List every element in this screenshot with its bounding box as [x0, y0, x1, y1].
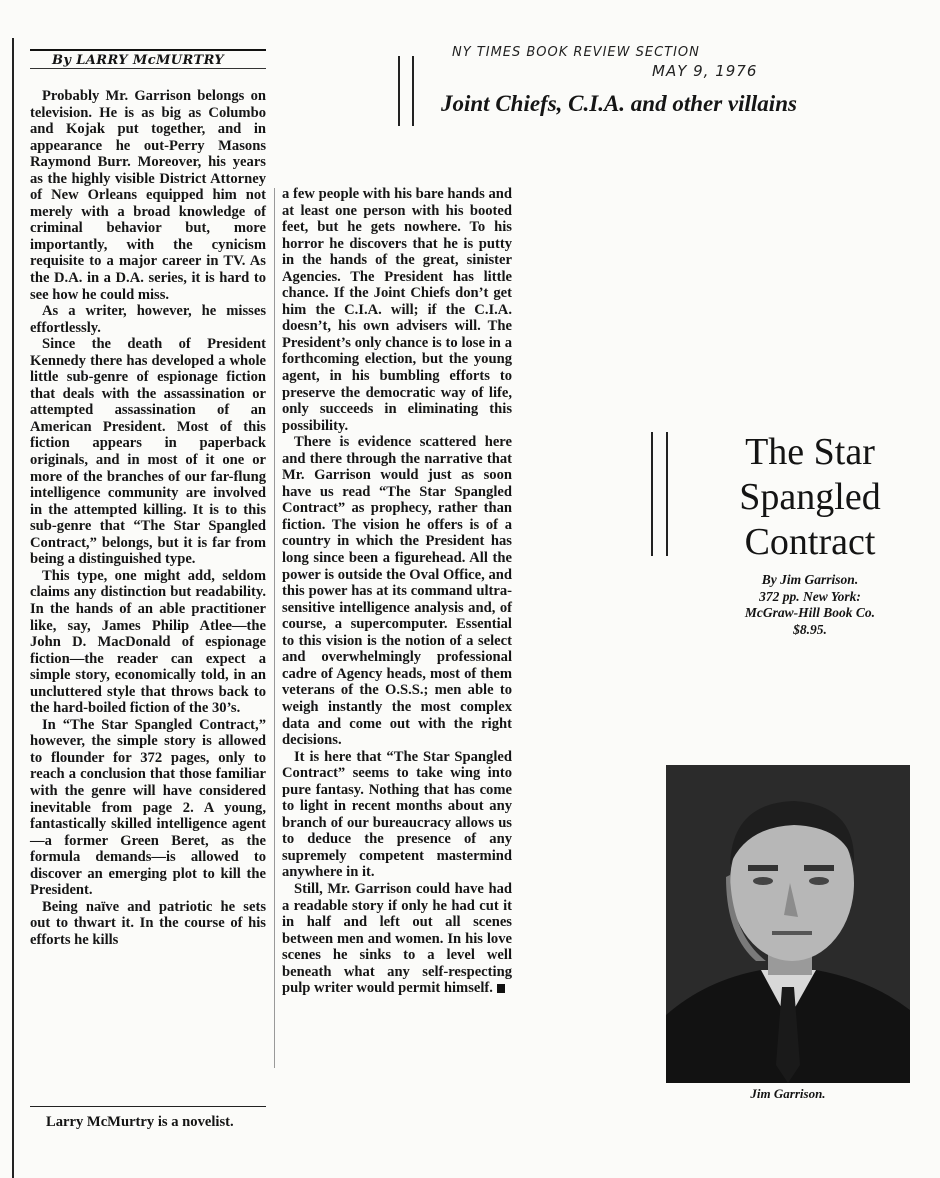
paragraph [282, 881, 512, 997]
article-column-2 [282, 186, 512, 997]
paragraph: As a writer, however, he misses effortlessly. [30, 303, 266, 336]
book-title-line: The Star [745, 431, 875, 473]
column-divider [274, 188, 275, 1068]
portrait-image [666, 765, 910, 1083]
handwritten-source: NY TIMES BOOK REVIEW SECTION [452, 45, 700, 60]
title-bar-left [651, 432, 653, 556]
left-margin-rule [12, 38, 14, 1178]
book-title [700, 430, 920, 565]
paragraph: This type, one might add, seldom claims any distinction but readability. In the hands of an able practitioner like, say, James Philip Atlee—the John D. MacDonald of espionage fiction—the reader can expect a simple story, economically told, in an uncluttered style that throws back to the hard-boiled fiction of the 30’s. [30, 567, 266, 717]
book-title-line: Contract [744, 521, 876, 563]
headline: Joint Chiefs, C.I.A. and other villains [441, 91, 797, 116]
author-photo [666, 765, 910, 1083]
paragraph: There is evidence scattered here and there through the narrative that Mr. Garrison would just as soon have us read “The Star Spangled Contract” as prophecy, rather than fiction. The vision he offers is of a country in which the President has long since been a figurehead. All the power is outside the Oval Office, and this power has at its command ultra-sensitive intelligence analysis and, of course, a supercomputer. Essential to this vision is the notion of a select and overwhelmingly professional cadre of Agency heads, most of them veterans of the O.S.S.; men able to weigh instantly the most complex data and come out with the right decisions. [282, 434, 512, 749]
paragraph: Being naïve and patriotic he sets out to thwart it. In the course of his efforts he kills [30, 898, 266, 948]
book-info [700, 572, 920, 638]
paragraph: It is here that “The Star Spangled Contract” seems to take wing into pure fantasy. Nothing that has come to light in recent months about any branch of our bureaucracy allows us to deduce the presence of any supremely competent mastermind anywhere in it. [282, 748, 512, 881]
headline-bar-right [412, 56, 414, 126]
handwritten-date: MAY 9, 1976 [652, 62, 758, 80]
photo-caption: Jim Garrison. [750, 1086, 826, 1101]
end-mark-icon [497, 984, 505, 993]
footer-rule [30, 1106, 266, 1107]
paragraph: Probably Mr. Garrison belongs on television. He is as big as Columbo and Kojak put together, and in appearance he out-Perry Masons Raymond Burr. Moreover, his years as the highly visible District Attorney of New Orleans equipped him not merely with a broad knowledge of criminal behavior but, more importantly, with the cynicism requisite to a major career in TV. As the D.A. in a D.A. series, it is hard to see how he could miss. [30, 88, 266, 303]
headline-bar-left [398, 56, 400, 126]
book-title-line: Spangled [739, 476, 881, 518]
book-pages-place: 372 pp. New York: [759, 588, 861, 604]
handwritten-note [452, 44, 812, 80]
article-column-1 [30, 88, 266, 948]
book-publisher: McGraw-Hill Book Co. [744, 605, 876, 620]
paragraph: In “The Star Spangled Contract,” however, the simple story is allowed to flounder for 372 pages, only to reach a conclusion that those familiar with the genre will have considered inevitable from page 2. A young, fantastically skilled intelligence agent—a former Green Beret, as the formula demands—is allowed to discover an emerging plot to kill the President. [30, 716, 266, 899]
book-price: $8.95. [793, 621, 827, 637]
book-author: By Jim Garrison. [761, 572, 859, 587]
author-note: Larry McMurtry is a novelist. [46, 1114, 234, 1130]
byline: By LARRY McMURTRY [30, 49, 266, 69]
title-bar-right [666, 432, 668, 556]
paragraph: Since the death of President Kennedy there has developed a whole little sub-genre of espionage fiction that deals with the assassination or attempted assassination of an American President. Most of this fiction appears in paperback originals, and in most of it one or more of the branches of our far-flung intelligence community are involved in the attempted killing. It is to this sub-genre that “The Star Spangled Contract,” belongs, but it is far from being a distinguished type. [30, 336, 266, 568]
paragraph: a few people with his bare hands and at least one person with his booted feet, but he gets nowhere. To his horror he discovers that he is putty in the hands of the great, sinister Agencies. The President has little chance. If the Joint Chiefs don’t get him the C.I.A. will; if the C.I.A. doesn’t, his own advisers will. The President’s only chance is to lose in a forthcoming election, but the young agent, in his bumbling efforts to preserve the democratic way of life, only succeeds in eliminating this possibility. [282, 186, 512, 434]
paragraph-text: Still, Mr. Garrison could have had a readable story if only he had cut it in half and left out all scenes between men and women. In his love scenes he sinks to a level well beneath what any self-respecting pulp writer would permit himself. [282, 880, 512, 997]
